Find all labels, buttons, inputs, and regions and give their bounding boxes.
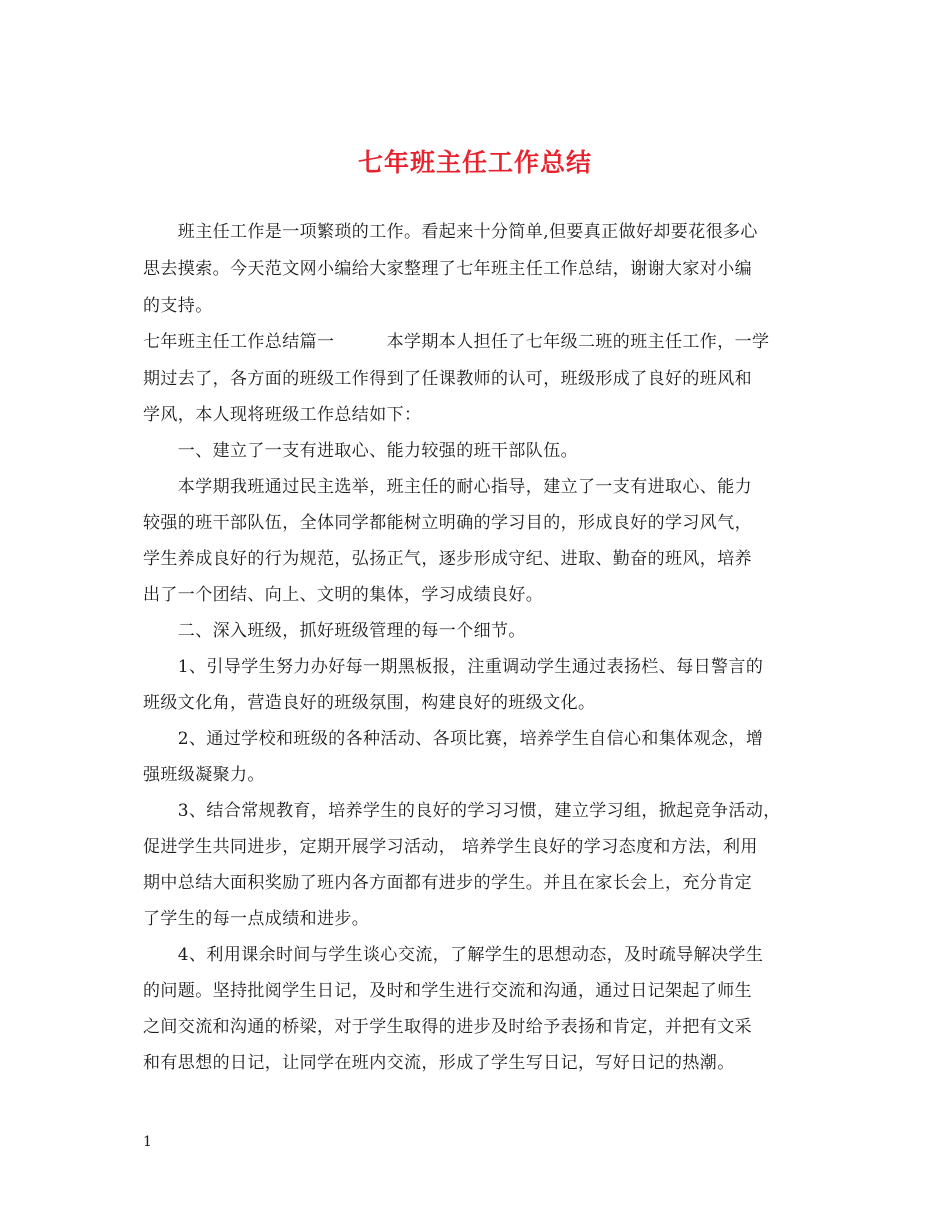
- body-line: 促进学生共同进步，定期开展学习活动， 培养学生良好的学习态度和方法，利用: [143, 837, 758, 857]
- body-line: 4、利用课余时间与学生谈心交流，了解学生的思想动态，及时疏导解决学生: [143, 945, 764, 965]
- body-line: 期中总结大面积奖励了班内各方面都有进步的学生。并且在家长会上，充分肯定: [143, 873, 752, 893]
- section-heading: 一、建立了一支有进取心、能力较强的班干部队伍。: [143, 441, 578, 461]
- body-line: 的支持。: [143, 296, 213, 316]
- document-title: 七年班主任工作总结: [357, 148, 592, 177]
- body-line: 学生养成良好的行为规范，弘扬正气，逐步形成守纪、进取、勤奋的班风，培养: [143, 549, 752, 569]
- section-heading: 二、深入班级，抓好班级管理的每一个细节。: [143, 621, 526, 641]
- body-line: 2、通过学校和班级的各种活动、各项比赛，培养学生自信心和集体观念，增: [143, 729, 764, 749]
- body-line: 和有思想的日记，让同学在班内交流，形成了学生写日记，写好日记的热潮。: [143, 1053, 735, 1073]
- body-line: 强班级凝聚力。: [143, 765, 265, 785]
- body-line: 本学期我班通过民主选举，班主任的耐心指导，建立了一支有进取心、能力: [143, 477, 752, 497]
- body-line: 班主任工作是一项繁琐的工作。看起来十分简单,但要真正做好却要花很多心: [143, 222, 758, 242]
- body-line: 3、结合常规教育，培养学生的良好的学习习惯，建立学习组，掀起竞争活动，: [143, 801, 781, 821]
- body-line: 思去摸索。今天范文网小编给大家整理了七年班主任工作总结，谢谢大家对小编: [143, 259, 752, 279]
- body-line: 期过去了，各方面的班级工作得到了任课教师的认可，班级形成了良好的班风和: [143, 369, 752, 389]
- body-line: 班级文化角，营造良好的班级氛围，构建良好的班级文化。: [143, 693, 596, 713]
- body-line: 的问题。坚持批阅学生日记，及时和学生进行交流和沟通，通过日记架起了师生: [143, 981, 752, 1001]
- body-line: 学风，本人现将班级工作总结如下：: [143, 405, 422, 425]
- body-line: 了学生的每一点成绩和进步。: [143, 909, 370, 929]
- body-line: 出了一个团结、向上、文明的集体，学习成绩良好。: [143, 585, 544, 605]
- body-line: 之间交流和沟通的桥梁，对于学生取得的进步及时给予表扬和肯定，并把有文采: [143, 1017, 752, 1037]
- page-number: 1: [143, 1134, 152, 1150]
- body-line: 1、引导学生努力办好每一期黑板报，注重调动学生通过表扬栏、每日警言的: [143, 657, 764, 677]
- body-line: 七年班主任工作总结篇一 本学期本人担任了七年级二班的班主任工作，一学: [143, 332, 770, 352]
- body-line: 较强的班干部队伍，全体同学都能树立明确的学习目的，形成良好的学习风气，: [143, 513, 752, 533]
